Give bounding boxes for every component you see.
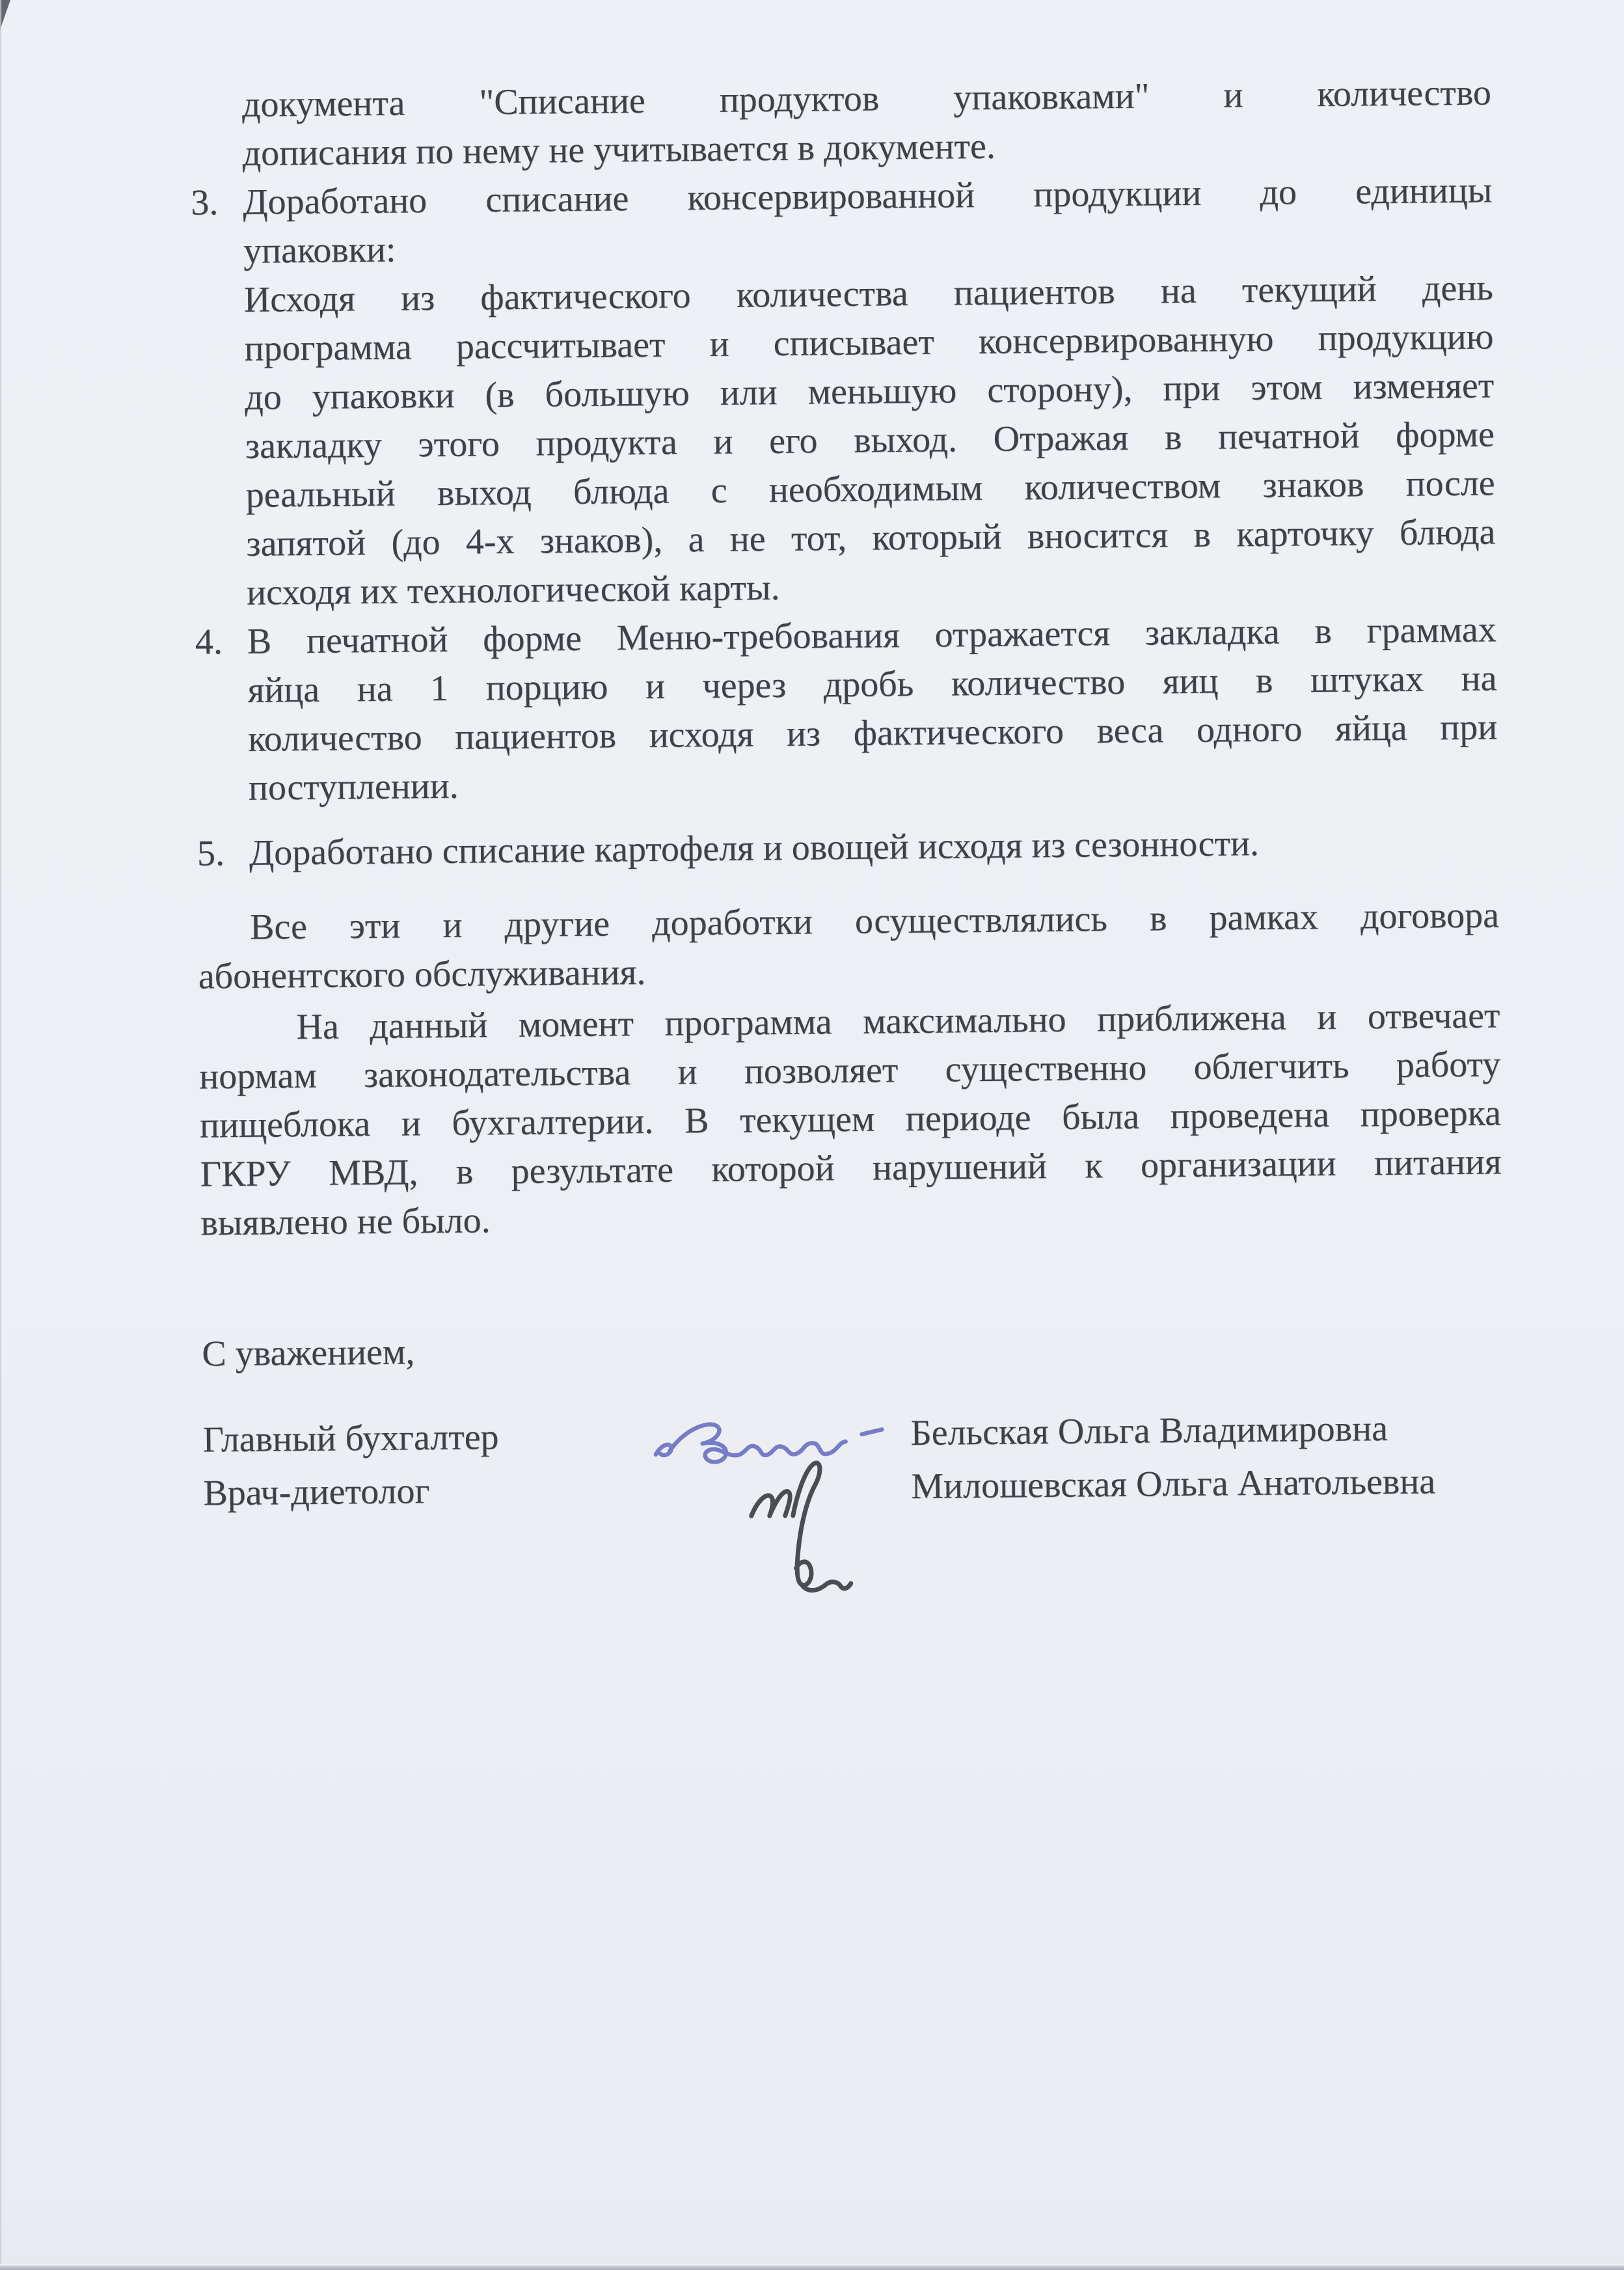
text-line: документа "Списание продуктов упаковками" и количество [241, 72, 1492, 125]
text-line: до упаковки (в большую или меньшую сторону), при этом изменяет [244, 365, 1495, 418]
closing-salutation: С уважением, [202, 1332, 415, 1374]
signature-block [202, 1403, 1504, 1518]
list-number: 3. [191, 182, 219, 223]
text-line: упаковки: [243, 229, 396, 271]
text-line: реальный выход блюда с необходимым количеством знаков после [245, 463, 1495, 515]
signature-row-dietitian [203, 1456, 1505, 1518]
text-line: Все эти и другие доработки осуществлялись в рамках договора [249, 895, 1500, 948]
text-line: выявлено не было. [200, 1200, 491, 1244]
item2-continuation [190, 68, 1492, 178]
signer-name: Бельская Ольга Владимировна [910, 1408, 1388, 1454]
list-number: 5. [196, 833, 225, 874]
text-line: запятой (до 4-х знаков), а не тот, который вносится в карточку блюда [246, 512, 1496, 564]
text-line: На данный момент программа максимально приближена и отвечает [296, 995, 1500, 1048]
text-line: яйца на 1 порцию и через дробь количество яиц в штуках на [247, 658, 1497, 711]
text-line: исходя их технологической карты. [246, 567, 780, 613]
text-line: закладку этого продукта и его выход. Отражая в печатной форме [245, 414, 1495, 467]
text-line: нормам законодательства и позволяет существенно облегчить работу [198, 1044, 1501, 1097]
letter-body [190, 68, 1505, 1518]
text-line: дописания по нему не учитывается в документе. [242, 126, 996, 174]
text-line: Доработано списание картофеля и овощей исходя из сезонности. [249, 823, 1260, 873]
text-line: абонентского обслуживания. [198, 951, 646, 997]
scan-left-edge [0, 0, 2, 2270]
signature-row-accountant [202, 1403, 1504, 1464]
list-item-5 [197, 817, 1499, 878]
paragraph-summary [198, 991, 1502, 1248]
text-line: поступлении. [248, 765, 459, 808]
paragraph-contract [198, 891, 1500, 1001]
text-line: Исходя из фактического количества пациентов на текущий день [243, 267, 1494, 320]
job-title: Главный бухгалтер [202, 1417, 499, 1460]
text-line: В печатной форме Меню-требования отражается закладка в граммах [247, 609, 1497, 662]
signer-name: Милошевская Ольга Анатольевна [911, 1461, 1436, 1507]
job-title: Врач-диетолог [203, 1471, 430, 1514]
text-line: количество пациентов исходя из фактического веса одного яйца при [247, 707, 1498, 759]
list-number: 4. [195, 622, 223, 663]
text-line: пищеблока и бухгалтерии. В текущем периоде была проведена проверка [199, 1093, 1502, 1146]
text-line: Доработано списание консервированной продукции до единицы [243, 170, 1493, 223]
text-line: программа рассчитывает и списывает консервированную продукцию [244, 316, 1494, 369]
scan-bottom-edge [0, 2264, 1624, 2270]
text-line: ГКРУ МВД, в результате которой нарушений к организации питания [200, 1142, 1502, 1195]
list-item-3 [191, 166, 1496, 618]
list-item-4 [195, 605, 1498, 813]
